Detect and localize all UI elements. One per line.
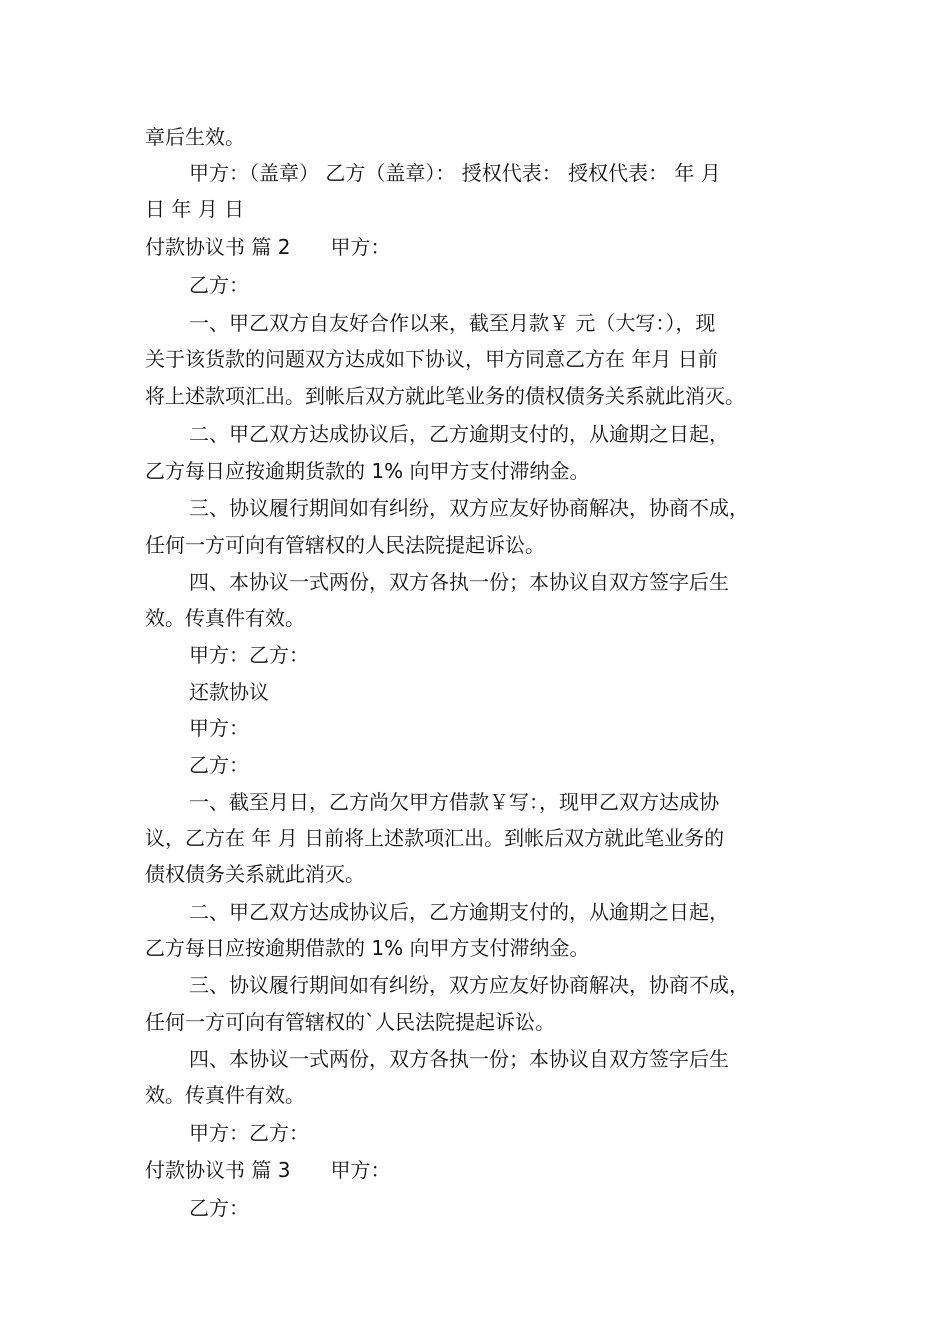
text-line: 章后生效。: [145, 125, 245, 149]
signature-line: 甲方：乙方：: [189, 1121, 309, 1145]
signature-line: 甲方：乙方：: [189, 643, 309, 667]
date-line: 日 年 月 日: [145, 197, 245, 221]
clause-line: 将上述款项汇出。到帐后双方就此笔业务的债权债务关系就此消灭。: [145, 384, 745, 408]
clause-line: 二、甲乙双方达成协议后，乙方逾期支付的，从逾期之日起，: [189, 900, 729, 924]
clause-line: 债权债务关系就此消灭。: [145, 862, 365, 886]
party-line: 乙方：: [189, 273, 249, 297]
section-heading: 还款协议: [189, 680, 269, 704]
clause-line: 四、本协议一式两份，双方各执一份；本协议自双方签字后生: [189, 1047, 729, 1071]
clause-line: 乙方每日应按逾期货款的 1% 向甲方支付滞纳金。: [145, 459, 590, 483]
clause-line: 效。传真件有效。: [145, 606, 305, 630]
section-heading: 付款协议书 篇 3 甲方：: [145, 1158, 391, 1182]
clause-line: 任何一方可向有管辖权的人民法院提起诉讼。: [145, 533, 545, 557]
clause-line: 任何一方可向有管辖权的`人民法院提起诉讼。: [145, 1010, 555, 1034]
party-line: 甲方：: [189, 716, 249, 740]
clause-line: 四、本协议一式两份，双方各执一份；本协议自双方签字后生: [189, 570, 729, 594]
clause-line: 一、截至月日，乙方尚欠甲方借款￥写：，现甲乙双方达成协: [189, 790, 719, 814]
clause-line: 乙方每日应按逾期借款的 1% 向甲方支付滞纳金。: [145, 936, 590, 960]
clause-line: 议，乙方在 年 月 日前将上述款项汇出。到帐后双方就此笔业务的: [145, 826, 725, 850]
signature-line: 甲方：（盖章） 乙方（盖章）： 授权代表： 授权代表： 年 月: [189, 161, 721, 185]
party-line: 乙方：: [189, 753, 249, 777]
clause-line: 二、甲乙双方达成协议后，乙方逾期支付的，从逾期之日起，: [189, 422, 729, 446]
section-heading: 付款协议书 篇 2 甲方：: [145, 235, 391, 259]
party-line: 乙方：: [189, 1196, 249, 1220]
clause-line: 三、协议履行期间如有纠纷，双方应友好协商解决，协商不成，: [189, 496, 749, 520]
clause-line: 一、甲乙双方自友好合作以来，截至月款￥ 元（大写：），现: [189, 311, 716, 335]
clause-line: 关于该货款的问题双方达成如下协议，甲方同意乙方在 年月 日前: [145, 347, 718, 371]
clause-line: 效。传真件有效。: [145, 1083, 305, 1107]
clause-line: 三、协议履行期间如有纠纷，双方应友好协商解决，协商不成，: [189, 973, 749, 997]
